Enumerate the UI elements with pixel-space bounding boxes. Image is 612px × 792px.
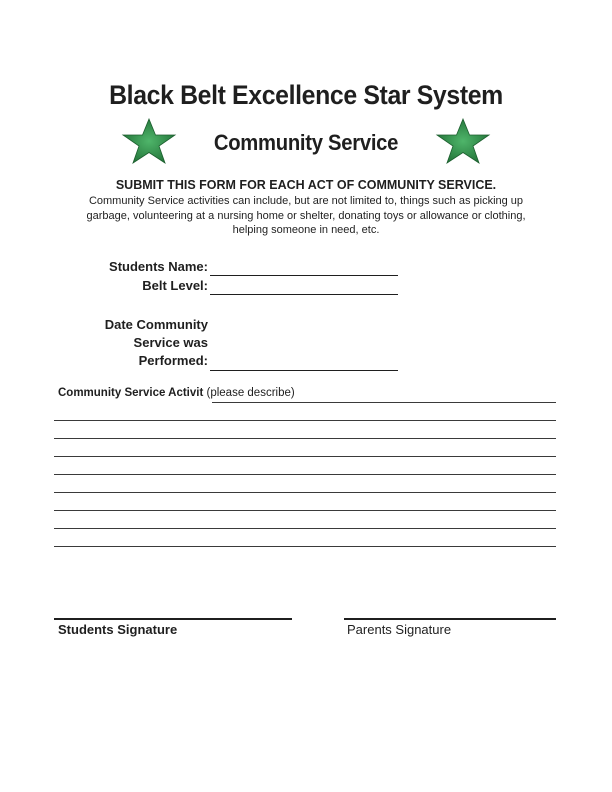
parent-signature-line[interactable]: [344, 618, 556, 620]
belt-level-label: Belt Level:: [142, 278, 208, 293]
student-name-label: Students Name:: [109, 259, 208, 274]
form-subtitle: Community Service: [213, 130, 399, 155]
student-signature-label: Students Signature: [58, 622, 178, 637]
student-name-field[interactable]: [210, 275, 398, 276]
activity-line-2[interactable]: [54, 420, 556, 421]
instructions-body: Community Service activities can include, but are not limited to, things such as picking up garbage, volunteering at a nursing home or shelter, donating toys or allowance or clothing, helping someone in need, etc.: [86, 195, 526, 236]
activity-line-8[interactable]: [54, 528, 556, 529]
activity-label: [58, 387, 295, 399]
activity-line-7[interactable]: [54, 510, 556, 511]
date-performed-field[interactable]: [210, 370, 398, 371]
activity-hint: (please describe): [206, 387, 295, 399]
date-label-line1: Date Community: [104, 317, 208, 332]
date-label-line3: Performed:: [138, 353, 208, 368]
page-title: Black Belt Excellence Star System: [109, 80, 503, 110]
activity-line-6[interactable]: [54, 492, 556, 493]
activity-label-text: Community Service Activit: [58, 387, 204, 399]
instructions-heading: SUBMIT THIS FORM FOR EACH ACT OF COMMUNITY SERVICE.: [115, 178, 497, 192]
star-icon-right: [435, 118, 491, 164]
parent-signature-label: Parents Signature: [347, 622, 452, 637]
date-label-line2: Service was: [133, 335, 208, 350]
belt-level-field[interactable]: [210, 294, 398, 295]
activity-line-5[interactable]: [54, 474, 556, 475]
activity-line-3[interactable]: [54, 438, 556, 439]
activity-line-1[interactable]: [212, 402, 556, 403]
activity-line-9[interactable]: [54, 546, 556, 547]
activity-line-4[interactable]: [54, 456, 556, 457]
student-signature-line[interactable]: [54, 618, 292, 620]
